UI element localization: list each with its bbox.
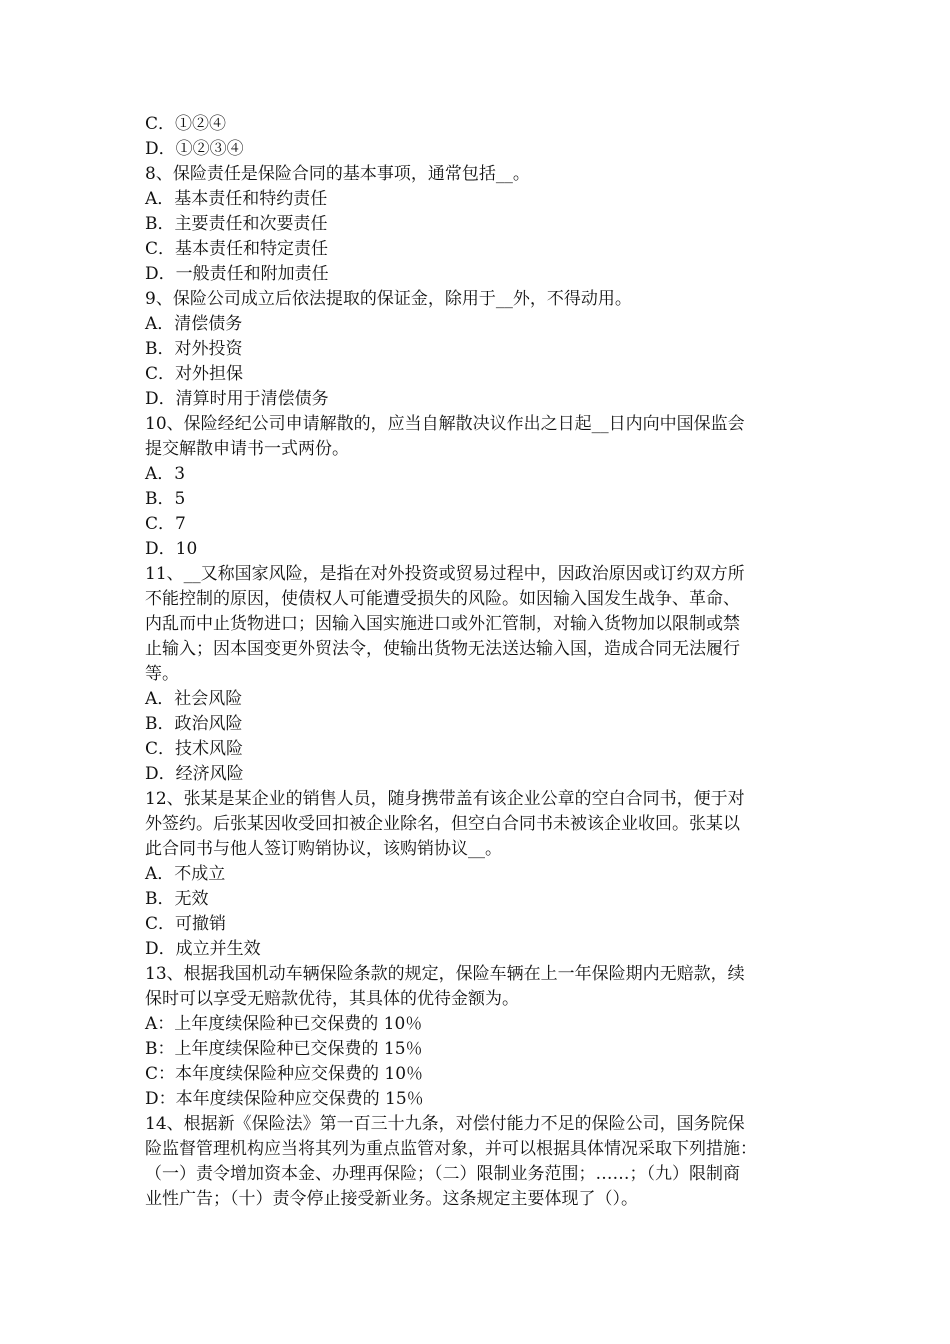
option-line: C．可撤销 [145,914,227,934]
option-line: D．清算时用于清偿债务 [145,389,329,409]
option-line: C．基本责任和特定责任 [145,239,329,259]
question-12-cont: 此合同书与他人签订购销协议，该购销协议__。 [145,839,502,859]
question-9: 9、保险公司成立后依法提取的保证金，除用于__外，不得动用。 [145,289,632,309]
option-line: A．不成立 [145,864,226,884]
option-line: B．5 [145,489,186,509]
question-14-cont: （一）责令增加资本金、办理再保险；（二）限制业务范围；……；（九）限制商 [145,1164,740,1184]
option-line: C．对外担保 [145,364,244,384]
option-line: A：上年度续保险种已交保费的 10％ [145,1014,423,1034]
question-13-cont: 保时可以享受无赔款优待，其具体的优待金额为。 [145,989,519,1009]
question-10-cont: 提交解散申请书一式两份。 [145,439,349,459]
option-line: C．技术风险 [145,739,244,759]
question-11-cont: 不能控制的原因，使债权人可能遭受损失的风险。如因输入国发生战争、革命、 [145,589,740,609]
option-line: B．对外投资 [145,339,243,359]
document-body [145,112,815,1212]
question-12: 12、张某是某企业的销售人员，随身携带盖有该企业公章的空白合同书，便于对 [145,789,745,809]
text-line: D．①②③④ [145,139,244,159]
option-line: A．社会风险 [145,689,243,709]
option-line: D．经济风险 [145,764,244,784]
option-line: D．成立并生效 [145,939,261,959]
question-10: 10、保险经纪公司申请解散的，应当自解散决议作出之日起__日内向中国保监会 [145,414,745,434]
option-line: D．10 [145,539,198,559]
option-line: B．无效 [145,889,209,909]
question-14: 14、根据新《保险法》第一百三十九条，对偿付能力不足的保险公司，国务院保 [145,1114,745,1134]
option-line: D．一般责任和附加责任 [145,264,329,284]
text-line: C．①②④ [145,114,227,134]
question-11: 11、__又称国家风险，是指在对外投资或贸易过程中，因政治原因或订约双方所 [145,564,745,584]
option-line: B：上年度续保险种已交保费的 15％ [145,1039,423,1059]
option-line: C．7 [145,514,186,534]
option-line: D：本年度续保险种应交保费的 15％ [145,1089,424,1109]
question-14-cont: 险监督管理机构应当将其列为重点监管对象，并可以根据具体情况采取下列措施： [145,1139,757,1159]
question-8: 8、保险责任是保险合同的基本事项，通常包括__。 [145,164,530,184]
question-11-cont: 内乱而中止货物进口；因输入国实施进口或外汇管制，对输入货物加以限制或禁 [145,614,740,634]
option-line: C：本年度续保险种应交保费的 10％ [145,1064,424,1084]
question-11-cont: 止输入；因本国变更外贸法令，使输出货物无法送达输入国，造成合同无法履行 [145,639,740,659]
question-12-cont: 外签约。后张某因收受回扣被企业除名，但空白合同书未被该企业收回。张某以 [145,814,740,834]
option-line: B．主要责任和次要责任 [145,214,328,234]
question-13: 13、根据我国机动车辆保险条款的规定，保险车辆在上一年保险期内无赔款，续 [145,964,745,984]
option-line: A．基本责任和特约责任 [145,189,328,209]
question-11-cont: 等。 [145,664,179,684]
question-14-cont: 业性广告；（十）责令停止接受新业务。这条规定主要体现了（）。 [145,1189,638,1209]
option-line: B．政治风险 [145,714,243,734]
option-line: A．3 [145,464,186,484]
option-line: A．清偿债务 [145,314,243,334]
